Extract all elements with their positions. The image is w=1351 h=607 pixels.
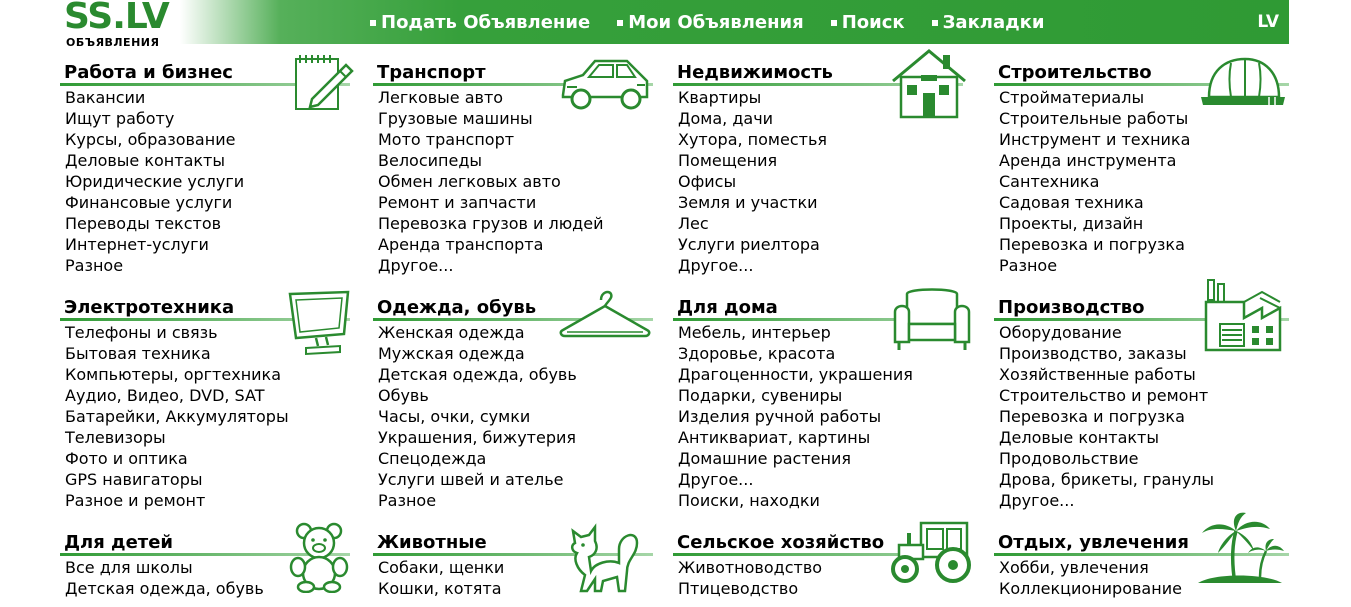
category-leisure (994, 525, 1189, 599)
subcategory-link[interactable]: Велосипеды (378, 151, 483, 170)
site-logo-subtitle: ОБЪЯВЛЕНИЯ (66, 36, 160, 49)
subcategory-link[interactable]: Изделия ручной работы (678, 407, 882, 426)
category-production (994, 290, 1214, 511)
category-title[interactable]: Транспорт (377, 62, 486, 83)
bullet-square-icon (370, 20, 376, 26)
subcategory-list (373, 322, 577, 511)
subcategory-link[interactable]: Ремонт и запчасти (378, 193, 537, 212)
subcategory-link[interactable]: Детская одежда, обувь (65, 579, 264, 598)
category-title[interactable]: Производство (998, 297, 1145, 318)
main-nav (370, 12, 1045, 33)
subcategory-link[interactable]: Инструмент и техника (999, 130, 1191, 149)
subcategory-link[interactable]: Грузовые машины (378, 109, 533, 128)
category-header (673, 525, 885, 557)
category-clothing (373, 290, 577, 511)
subcategory-link[interactable]: Разное (378, 491, 437, 510)
subcategory-list (60, 557, 264, 599)
palm-island-icon (1194, 511, 1286, 591)
subcategory-link[interactable]: Курсы, образование (65, 130, 236, 149)
subcategory-link[interactable]: Перевозка и погрузка (999, 235, 1185, 254)
subcategory-link[interactable]: Домашние растения (678, 449, 851, 468)
nav-bookmarks[interactable] (932, 12, 1045, 33)
subcategory-link[interactable]: Женская одежда (378, 323, 525, 342)
subcategory-list (60, 322, 289, 511)
subcategory-link[interactable]: Стройматериалы (999, 88, 1145, 107)
subcategory-link[interactable]: Кошки, котята (378, 579, 502, 598)
subcategory-link[interactable]: Компьютеры, оргтехника (65, 365, 282, 384)
category-header (60, 290, 289, 322)
subcategory-link[interactable]: Юридические услуги (65, 172, 245, 191)
monitor-icon (286, 288, 352, 356)
nav-label: Подать Объявление (381, 12, 591, 33)
category-header (373, 290, 577, 322)
subcategory-link[interactable]: Батарейки, Аккумуляторы (65, 407, 289, 426)
teddy-bear-icon (286, 521, 352, 593)
category-header (60, 55, 244, 87)
subcategory-link[interactable]: Хобби, увлечения (999, 558, 1149, 577)
subcategory-link[interactable]: Вакансии (65, 88, 146, 107)
nav-post-ad[interactable] (370, 12, 590, 33)
subcategory-link[interactable]: Бытовая техника (65, 344, 211, 363)
subcategory-link[interactable]: Проекты, дизайн (999, 214, 1144, 233)
category-animals (373, 525, 504, 599)
subcategory-link[interactable]: Другое... (999, 491, 1075, 510)
nav-label: Поиск (841, 12, 905, 33)
category-transport (373, 55, 603, 276)
subcategory-link[interactable]: Животноводство (678, 558, 823, 577)
site-header (60, 0, 1289, 49)
house-icon (889, 47, 969, 121)
subcategory-link[interactable]: Хозяйственные работы (999, 365, 1196, 384)
subcategory-link[interactable]: Оборудование (999, 323, 1122, 342)
subcategory-link[interactable]: Коллекционирование (999, 579, 1182, 598)
category-real-estate (673, 55, 833, 276)
subcategory-list (373, 557, 504, 599)
site-logo[interactable]: SS.LV (64, 0, 169, 37)
nav-label: Закладки (942, 12, 1045, 33)
subcategory-link[interactable]: Строительные работы (999, 109, 1189, 128)
subcategory-link[interactable]: Украшения, бижутерия (378, 428, 577, 447)
subcategory-link[interactable]: Разное (999, 256, 1058, 275)
subcategory-link[interactable]: Фото и оптика (65, 449, 188, 468)
category-header (994, 55, 1190, 87)
nav-search[interactable] (831, 12, 905, 33)
subcategory-link[interactable]: Квартиры (678, 88, 762, 107)
language-switch[interactable]: LV (1257, 12, 1279, 32)
subcategory-link[interactable]: Обувь (378, 386, 429, 405)
category-header (994, 525, 1189, 557)
subcategory-link[interactable]: Все для школы (65, 558, 193, 577)
category-title[interactable]: Отдых, увлечения (998, 532, 1189, 553)
nav-my-ads[interactable] (617, 12, 804, 33)
subcategory-link[interactable]: Легковые авто (378, 88, 504, 107)
subcategory-link[interactable]: Услуги риелтора (678, 235, 820, 254)
category-work-business (60, 55, 244, 276)
subcategory-link[interactable]: Другое... (378, 256, 454, 275)
subcategory-link[interactable]: Садовая техника (999, 193, 1144, 212)
subcategory-link[interactable]: Телефоны и связь (65, 323, 218, 342)
subcategory-list (60, 87, 244, 276)
category-header (673, 55, 833, 87)
subcategory-link[interactable]: Перевозка грузов и людей (378, 214, 604, 233)
subcategory-link[interactable]: Аренда инструмента (999, 151, 1177, 170)
car-icon (557, 53, 653, 117)
subcategory-list (994, 322, 1214, 511)
subcategory-link[interactable]: Собаки, щенки (378, 558, 505, 577)
subcategory-link[interactable]: Мужская одежда (378, 344, 525, 363)
category-title[interactable]: Одежда, обувь (377, 297, 537, 318)
category-title[interactable]: Для дома (677, 297, 778, 318)
subcategory-link[interactable]: Аудио, Видео, DVD, SAT (65, 386, 265, 405)
category-header (994, 290, 1214, 322)
factory-icon (1200, 278, 1284, 354)
category-title[interactable]: Недвижимость (677, 62, 833, 83)
subcategory-link[interactable]: Птицеводство (678, 579, 799, 598)
category-home (673, 290, 913, 511)
subcategory-link[interactable]: Аренда транспорта (378, 235, 544, 254)
subcategory-link[interactable]: Земля и участки (678, 193, 818, 212)
category-header (373, 55, 603, 87)
category-title[interactable]: Строительство (998, 62, 1152, 83)
category-title[interactable]: Электротехника (64, 297, 235, 318)
subcategory-list (673, 87, 827, 276)
notepad-pencil-icon (292, 53, 354, 111)
category-title[interactable]: Животные (377, 532, 487, 553)
subcategory-link[interactable]: Услуги швей и ателье (378, 470, 564, 489)
subcategory-link[interactable]: Разное (65, 256, 124, 275)
subcategory-link[interactable]: Телевизоры (65, 428, 166, 447)
subcategory-list (673, 557, 822, 599)
subcategory-link[interactable]: Финансовые услуги (65, 193, 233, 212)
subcategory-link[interactable]: Хутора, поместья (678, 130, 828, 149)
subcategory-list (673, 322, 913, 511)
subcategory-link[interactable]: Другое... (678, 256, 754, 275)
subcategory-link[interactable]: Подарки, сувениры (678, 386, 843, 405)
category-header (673, 290, 913, 322)
subcategory-link[interactable]: Лес (678, 214, 709, 233)
category-title[interactable]: Работа и бизнес (64, 62, 233, 83)
subcategory-link[interactable]: Спецодежда (378, 449, 487, 468)
cat-icon (565, 519, 645, 597)
nav-label: Мои Объявления (628, 12, 804, 33)
subcategory-link[interactable]: Продовольствие (999, 449, 1139, 468)
subcategory-link[interactable]: Разное и ремонт (65, 491, 206, 510)
subcategory-link[interactable]: Здоровье, красота (678, 344, 836, 363)
subcategory-link[interactable]: Помещения (678, 151, 778, 170)
subcategory-link[interactable]: Переводы текстов (65, 214, 222, 233)
subcategory-link[interactable]: Детская одежда, обувь (378, 365, 577, 384)
category-header (60, 525, 264, 557)
hard-hat-icon (1199, 53, 1287, 113)
subcategory-list (994, 557, 1182, 599)
armchair-icon (891, 284, 971, 354)
subcategory-list (994, 87, 1190, 276)
category-kids (60, 525, 264, 599)
bullet-square-icon (617, 20, 623, 26)
subcategory-link[interactable]: Строительство и ремонт (999, 386, 1209, 405)
subcategory-link[interactable]: Деловые контакты (65, 151, 226, 170)
subcategory-link[interactable]: Деловые контакты (999, 428, 1160, 447)
subcategory-link[interactable]: Ищут работу (65, 109, 175, 128)
category-agriculture (673, 525, 885, 599)
category-construction (994, 55, 1190, 276)
subcategory-link[interactable]: Интернет-услуги (65, 235, 209, 254)
subcategory-link[interactable]: Производство, заказы (999, 344, 1187, 363)
category-header (373, 525, 504, 557)
category-title[interactable]: Сельское хозяйство (677, 532, 885, 553)
category-electronics (60, 290, 289, 511)
subcategory-link[interactable]: Мото транспорт (378, 130, 515, 149)
subcategory-link[interactable]: Дрова, брикеты, гранулы (999, 470, 1215, 489)
subcategory-link[interactable]: Сантехника (999, 172, 1100, 191)
subcategory-link[interactable]: Поиски, находки (678, 491, 820, 510)
subcategory-link[interactable]: Обмен легковых авто (378, 172, 561, 191)
subcategory-link[interactable]: Другое... (678, 470, 754, 489)
subcategory-link[interactable]: GPS навигаторы (65, 470, 203, 489)
subcategory-link[interactable]: Антиквариат, картины (678, 428, 871, 447)
subcategory-link[interactable]: Перевозка и погрузка (999, 407, 1185, 426)
category-title[interactable]: Для детей (64, 532, 174, 553)
bullet-square-icon (831, 20, 837, 26)
subcategory-link[interactable]: Дома, дачи (678, 109, 774, 128)
tractor-icon (885, 519, 975, 585)
subcategory-link[interactable]: Офисы (678, 172, 737, 191)
subcategory-link[interactable]: Мебель, интерьер (678, 323, 831, 342)
subcategory-link[interactable]: Драгоценности, украшения (678, 365, 913, 384)
hanger-icon (557, 284, 653, 344)
bullet-square-icon (932, 20, 938, 26)
subcategory-link[interactable]: Часы, очки, сумки (378, 407, 531, 426)
